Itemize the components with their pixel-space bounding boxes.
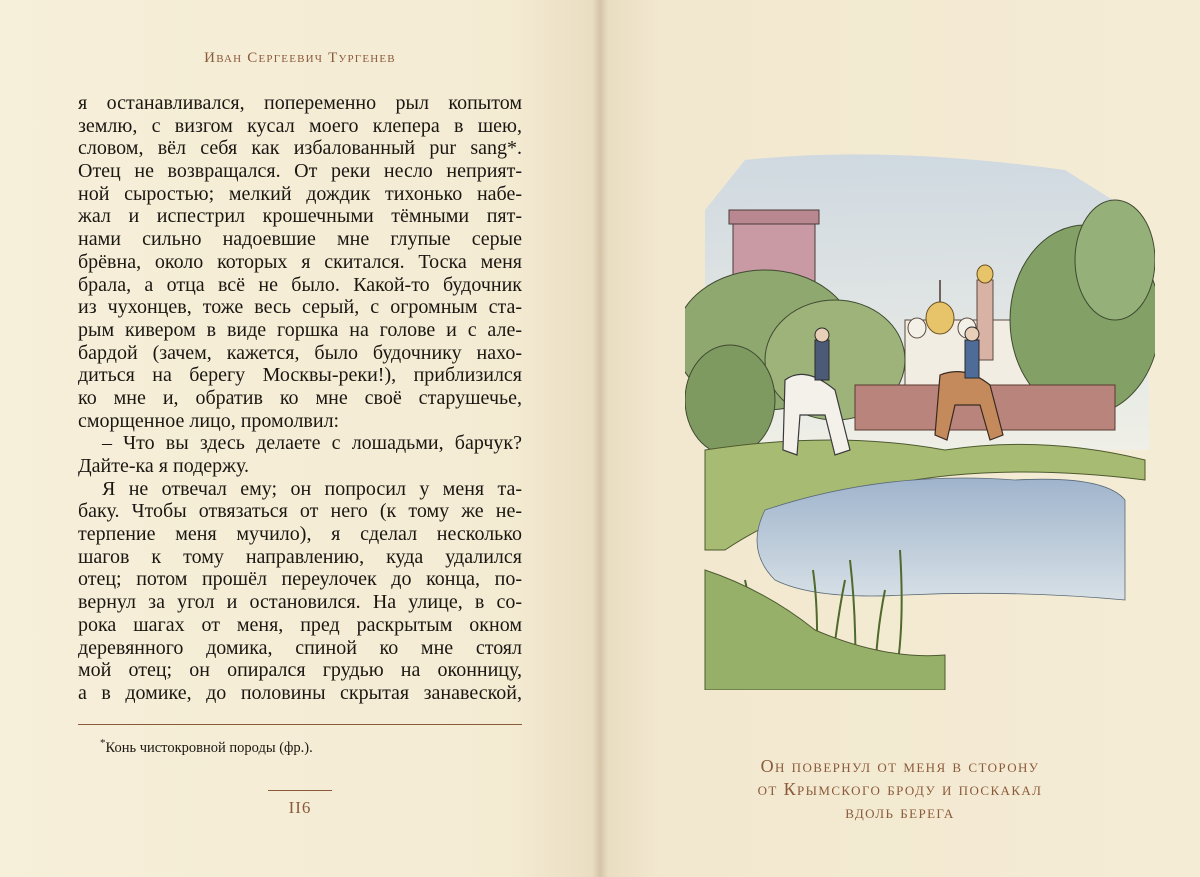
text-line: терпение меня мучило), я сделал несколько xyxy=(78,523,522,546)
text-line: отец; потом прошёл переулочек до конца, по- xyxy=(78,568,522,591)
footnote xyxy=(100,737,520,757)
footnote-rule xyxy=(78,724,522,725)
text-line: словом, вёл себя как избалованный pur sang*. xyxy=(78,137,522,160)
caption-line: вдоль берега xyxy=(845,802,955,822)
body-text xyxy=(78,92,522,705)
text-line: я останавливался, попеременно рыл копытом xyxy=(78,92,522,114)
text-line: вернул за угол и остановился. На улице, в со- xyxy=(78,591,522,614)
pond xyxy=(757,478,1125,600)
text-line: деревянного домика, спиной ко мне стоял xyxy=(78,636,522,659)
text-line: из чухонцев, тоже весь серый, с огромным ста- xyxy=(78,296,522,319)
footnote-mark: * xyxy=(100,737,106,749)
text-line: ной сыростью; мелкий дождик тихонько набе- xyxy=(78,182,522,205)
footnote-text: Конь чистокровной породы (фр.). xyxy=(105,739,313,756)
text-line: мой отец; он опирался грудью на оконницу, xyxy=(78,659,522,682)
text-line: бардой (зачем, кажется, было будочнику нахо- xyxy=(78,341,522,364)
text-line: рока шагах от меня, пред раскрытым окном xyxy=(78,613,522,636)
illustration xyxy=(685,150,1155,690)
text-line: нами сильно надоевшие мне глупые серые xyxy=(78,228,522,251)
caption-line: Он повернул от меня в сторону xyxy=(760,756,1040,776)
text-line: брала, а отца всё не было. Какой-то будочник xyxy=(78,273,522,296)
page-number: II6 xyxy=(288,798,312,817)
text-line: Отец не возвращался. От реки несло неприят- xyxy=(78,160,522,183)
text-line: Дайте-ка я подержу. xyxy=(78,455,249,477)
text-line: баку. Чтобы отвязаться от него (к тому же не- xyxy=(78,500,522,523)
illustration-caption xyxy=(700,755,1100,824)
running-head: Иван Сергеевич Тургенев xyxy=(204,50,396,66)
text-line: – Что вы здесь делаете с лошадьми, барчук? xyxy=(102,432,522,455)
text-line: брёвна, около которых я скитался. Тоска меня xyxy=(78,250,522,273)
text-line: жал и испестрил крошечными тёмными пят- xyxy=(78,205,522,228)
caption-line: от Крымского броду и поскакал xyxy=(757,779,1043,799)
text-line: ко мне и, обратив ко мне своё старушечье, xyxy=(78,386,522,409)
text-line: рым кивером в виде горшка на голове и с але- xyxy=(78,318,522,341)
folio-rule xyxy=(268,790,332,791)
gutter-shadow xyxy=(592,0,608,877)
text-line: диться на берегу Москвы-реки!), приблизился xyxy=(78,364,522,387)
text-line: Я не отвечал ему; он попросил у меня та- xyxy=(102,477,522,500)
text-line: шагов к тому направлению, куда удалился xyxy=(78,545,522,568)
text-line: а в домике, до половины скрытая занавеской, xyxy=(78,681,522,704)
text-line: сморщенное лицо, промолвил: xyxy=(78,409,340,432)
text-line: землю, с визгом кусал моего клепера в шею, xyxy=(78,114,522,137)
